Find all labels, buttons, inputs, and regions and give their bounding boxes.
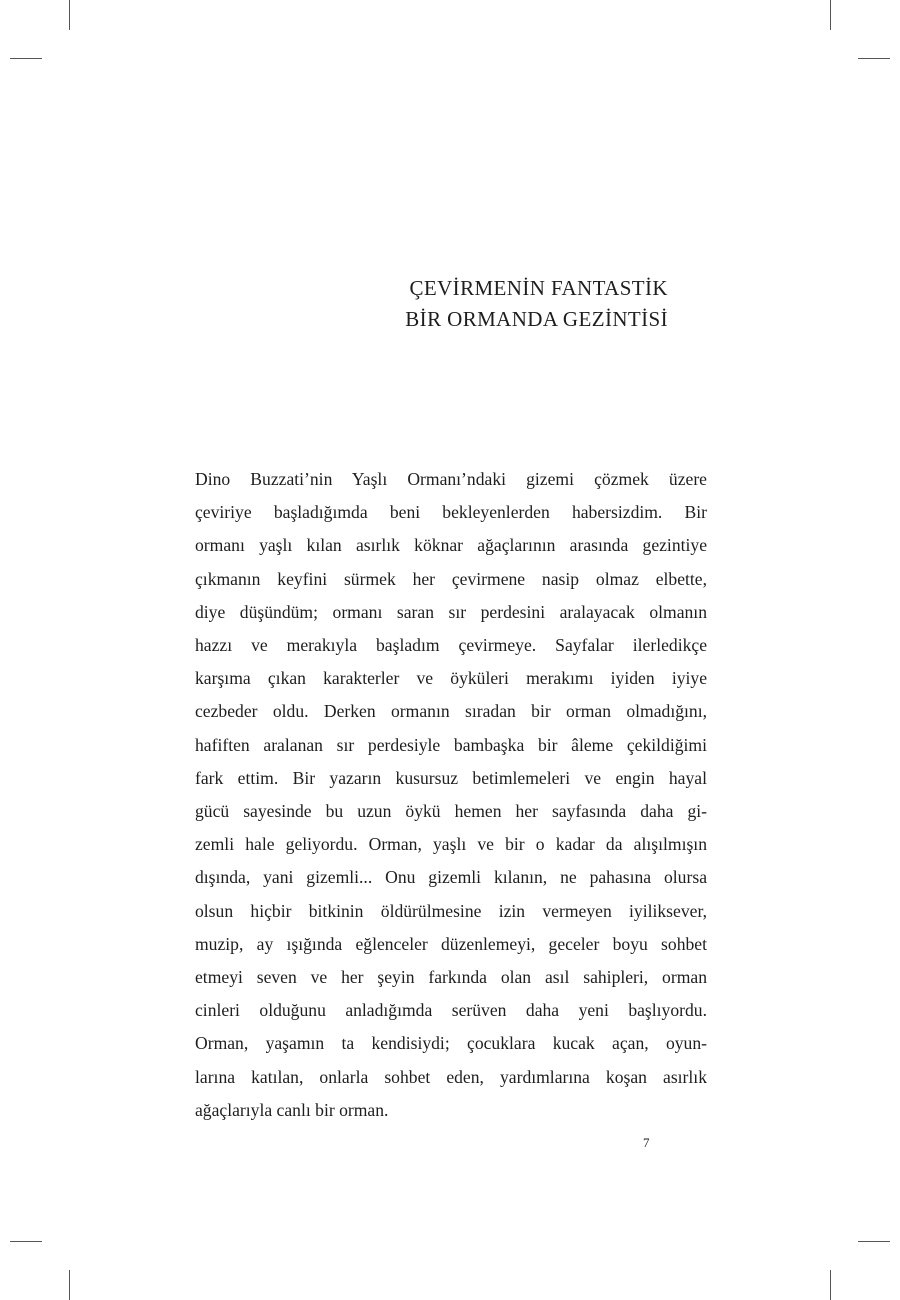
body-line: çeviriye başladığımda beni bekleyenlerden habersizdim. Bir bbox=[195, 502, 707, 523]
body-line: hazzı ve merakıyla başladım çevirmeye. Sayfalar ilerledikçe bbox=[195, 635, 707, 656]
crop-mark-bottom-left bbox=[69, 1270, 70, 1300]
body-line: zemli hale geliyordu. Orman, yaşlı ve bir o kadar da alışılmışın bbox=[195, 834, 707, 855]
crop-mark-bottom-right bbox=[830, 1270, 831, 1300]
body-line: larına katılan, onlarla sohbet eden, yardımlarına koşan asırlık bbox=[195, 1066, 707, 1087]
body-line-last: ağaçlarıyla canlı bir orman. bbox=[195, 1099, 389, 1120]
body-line: çıkmanın keyfini sürmek her çevirmene nasip olmaz elbette, bbox=[195, 568, 707, 589]
chapter-title-line-2: BİR ORMANDA GEZİNTİSİ bbox=[405, 307, 668, 331]
body-line: diye düşündüm; ormanı saran sır perdesini aralayacak olmanın bbox=[195, 601, 707, 622]
crop-mark-left-bottom bbox=[10, 1241, 42, 1242]
body-line: dışında, yani gizemli... Onu gizemli kılanın, ne pahasına olursa bbox=[195, 867, 707, 888]
body-line: muzip, ay ışığında eğlenceler düzenlemeyi, geceler boyu sohbet bbox=[195, 933, 707, 954]
body-line: etmeyi seven ve her şeyin farkında olan asıl sahipleri, orman bbox=[195, 967, 707, 988]
body-line: olsun hiçbir bitkinin öldürülmesine izin vermeyen iyiliksever, bbox=[195, 900, 707, 921]
body-line: cezbeder oldu. Derken ormanın sıradan bir orman olmadığını, bbox=[195, 701, 707, 722]
crop-mark-top-right bbox=[830, 0, 831, 30]
body-line: karşıma çıkan karakterler ve öyküleri merakımı iyiden iyiye bbox=[195, 668, 707, 689]
body-line: cinleri olduğunu anladığımda serüven daha yeni başlıyordu. bbox=[195, 1000, 707, 1021]
crop-mark-right-top bbox=[858, 58, 890, 59]
chapter-title bbox=[405, 273, 668, 335]
body-paragraph bbox=[195, 463, 707, 1127]
body-line: gücü sayesinde bu uzun öykü hemen her sayfasında daha gi- bbox=[195, 801, 707, 822]
body-line: fark ettim. Bir yazarın kusursuz betimlemeleri ve engin hayal bbox=[195, 767, 707, 788]
page-number: 7 bbox=[643, 1135, 650, 1150]
crop-mark-right-bottom bbox=[858, 1241, 890, 1242]
chapter-title-line-1: ÇEVİRMENİN FANTASTİK bbox=[409, 276, 668, 300]
body-line: hafiften aralanan sır perdesiyle bambaşka bir âleme çekildiğimi bbox=[195, 734, 707, 755]
body-line: Dino Buzzati’nin Yaşlı Ormanı’ndaki gizemi çözmek üzere bbox=[195, 469, 707, 489]
body-line: Orman, yaşamın ta kendisiydi; çocuklara kucak açan, oyun- bbox=[195, 1033, 707, 1054]
body-line: ormanı yaşlı kılan asırlık köknar ağaçlarının arasında gezintiye bbox=[195, 535, 707, 556]
crop-mark-top-left bbox=[69, 0, 70, 30]
crop-mark-left-top bbox=[10, 58, 42, 59]
